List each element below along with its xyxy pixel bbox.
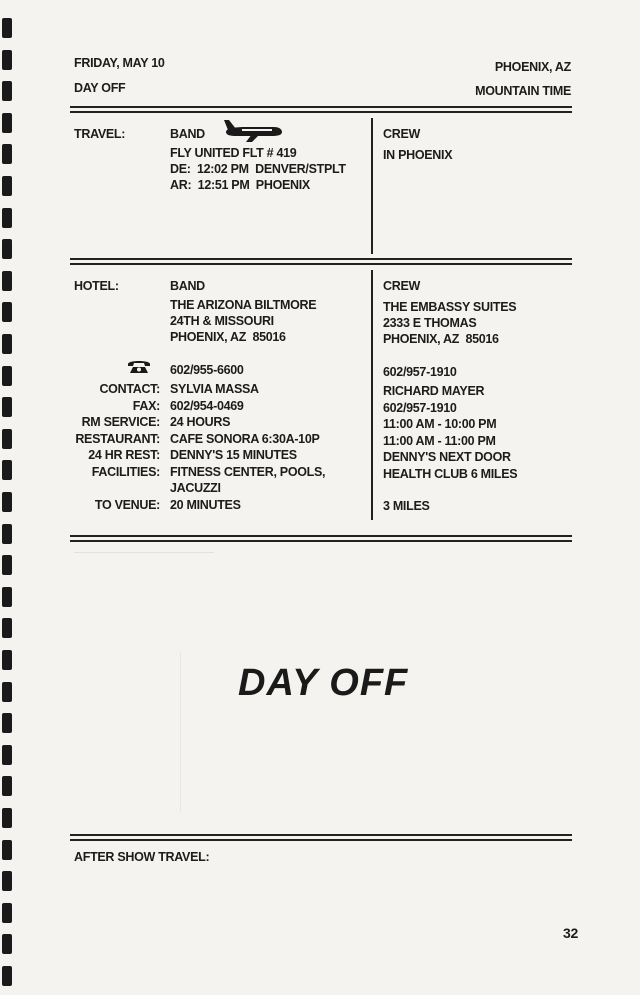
travel-label: TRAVEL: — [74, 127, 126, 141]
binding-coil — [2, 966, 12, 986]
detail-row-fax — [0, 398, 640, 415]
travel-column-divider — [371, 118, 373, 254]
binding-coil — [2, 271, 12, 291]
band-address-3: PHOENIX, AZ 85016 — [170, 330, 286, 344]
travel-top-rule — [70, 106, 572, 113]
detail-label: FAX: — [132, 398, 160, 413]
hotel-top-rule — [70, 258, 572, 265]
header-date: FRIDAY, MAY 10 — [74, 56, 165, 70]
detail-crew-value: DENNY'S NEXT DOOR — [383, 450, 511, 464]
detail-crew-value: 602/957-1910 — [383, 400, 457, 415]
detail-band-value: 602/954-0469 — [170, 398, 244, 413]
hotel-label: HOTEL: — [74, 279, 119, 293]
day-off-banner: DAY OFF — [238, 662, 409, 704]
crew-phone: 602/957-1910 — [383, 365, 457, 379]
detail-band-value: CAFE SONORA 6:30A-10P — [170, 431, 320, 446]
binding-coil — [2, 618, 12, 638]
crew-address-1: THE EMBASSY SUITES — [383, 300, 517, 314]
detail-row-room-service — [0, 414, 640, 431]
detail-crew-value: HEALTH CLUB 6 MILES — [383, 466, 518, 481]
band-phone: 602/955-6600 — [170, 363, 244, 377]
binding-coil — [2, 50, 12, 70]
binding-coil — [2, 650, 12, 670]
travel-band-line-1: FLY UNITED FLT # 419 — [170, 146, 297, 160]
detail-band-value: FITNESS CENTER, POOLS, — [170, 464, 326, 479]
binding-coil — [2, 302, 12, 322]
detail-label: FACILITIES: — [91, 464, 160, 479]
detail-crew-value: 11:00 AM - 11:00 PM — [383, 433, 496, 448]
travel-band-heading: BAND — [170, 127, 205, 141]
band-address-2: 24TH & MISSOURI — [170, 314, 274, 328]
binding-coil — [2, 208, 12, 228]
binding-coil — [2, 18, 12, 38]
binding-coil — [2, 555, 12, 575]
binding-coil — [2, 713, 12, 733]
crew-address-3: PHOENIX, AZ 85016 — [383, 332, 499, 346]
detail-label: RM SERVICE: — [81, 415, 160, 429]
show-through-labels — [70, 652, 181, 812]
detail-row-restaurant — [0, 431, 640, 448]
binding-coil — [2, 176, 12, 196]
binding-coil — [2, 524, 12, 544]
binding-coil — [2, 587, 12, 607]
venue-top-rule — [70, 535, 572, 542]
detail-band-value: SYLVIA MASSA — [170, 382, 259, 396]
header-timezone: MOUNTAIN TIME — [475, 84, 571, 98]
venue-label: TO VENUE: — [94, 498, 160, 512]
travel-crew-line-1: IN PHOENIX — [383, 148, 453, 162]
travel-band-line-2: DE: 12:02 PM DENVER/STPLT — [170, 162, 346, 176]
binding-coil — [2, 840, 12, 860]
binding-coil — [2, 934, 12, 954]
header-city: PHOENIX, AZ — [494, 60, 571, 74]
detail-band-value: 24 HOURS — [170, 415, 231, 429]
binding-coil — [2, 682, 12, 702]
detail-crew-value: RICHARD MAYER — [383, 384, 485, 398]
show-through-block — [74, 552, 214, 613]
detail-band-value: DENNY'S 15 MINUTES — [170, 448, 297, 462]
binding-coil — [2, 745, 12, 765]
detail-row-facilities-cont — [0, 480, 640, 497]
binding-coil — [2, 903, 12, 923]
header-day-type: DAY OFF — [74, 81, 126, 95]
binding-coil — [2, 239, 12, 259]
after-show-rule — [70, 834, 572, 841]
detail-band-value: JACUZZI — [170, 481, 221, 495]
travel-band-line-3: AR: 12:51 PM PHOENIX — [170, 178, 310, 192]
telephone-icon — [126, 358, 152, 374]
airplane-icon — [222, 116, 284, 144]
travel-crew-heading: CREW — [383, 127, 420, 141]
venue-crew-value: 3 MILES — [383, 499, 430, 513]
detail-row-24hr-restaurant — [0, 447, 640, 464]
detail-row-facilities — [0, 464, 640, 481]
binding-coil — [2, 81, 12, 101]
venue-band-value: 20 MINUTES — [170, 498, 241, 512]
detail-label: CONTACT: — [99, 382, 160, 396]
binding-coil — [2, 113, 12, 133]
hotel-crew-heading: CREW — [383, 279, 420, 293]
binding-coil — [2, 871, 12, 891]
binding-coil — [2, 808, 12, 828]
detail-crew-value: 11:00 AM - 10:00 PM — [383, 417, 497, 431]
detail-row-contact — [0, 381, 640, 398]
binding-coil — [2, 144, 12, 164]
band-address-1: THE ARIZONA BILTMORE — [170, 298, 317, 312]
detail-row-to-venue — [0, 497, 640, 514]
detail-label: 24 HR REST: — [88, 448, 160, 462]
detail-label: RESTAURANT: — [75, 431, 160, 446]
binding-coil — [2, 334, 12, 354]
hotel-details — [0, 381, 640, 497]
page-number: 32 — [563, 925, 578, 941]
crew-address-2: 2333 E THOMAS — [383, 316, 477, 330]
after-show-travel-label: AFTER SHOW TRAVEL: — [74, 850, 210, 864]
hotel-band-heading: BAND — [170, 279, 205, 293]
binding-coil — [2, 776, 12, 796]
